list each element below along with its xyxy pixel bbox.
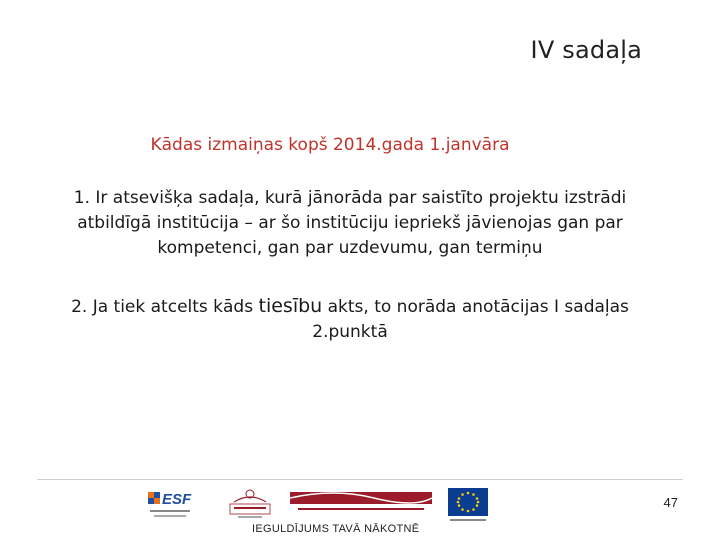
esf-logo-text: ESF [162,491,192,508]
page-number: 47 [663,495,678,510]
slide-title: IV sadaļa [530,36,642,64]
point-2-text-b: akts, to norāda anotācijas I sadaļas 2.punktā [312,297,629,342]
point-1: 1. Ir atsevišķa sadaļa, kurā jānorāda par saistīto projektu izstrādi atbildīgā institūcija – ar šo institūciju iepriekš jāvienojas gan par kompetenci, gan par uzdevumu, gan termiņu [73,188,627,258]
point-2-emphasis: tiesību [258,295,323,317]
eu-flag-logo [448,488,488,521]
footer-logos [134,484,498,528]
state-chancellery-logo [230,490,270,518]
integration-fund-logo [290,492,432,510]
point-2-text-a: 2. Ja tiek atcelts kāds [71,297,254,317]
footer-tagline: IEGULDĪJUMS TAVĀ NĀKOTNĒ [252,523,420,535]
esf-logo [136,488,208,524]
footer-divider [37,479,683,480]
point-2 [40,294,660,345]
slide-subtitle: Kādas izmaiņas kopš 2014.gada 1.janvāra [150,135,510,155]
